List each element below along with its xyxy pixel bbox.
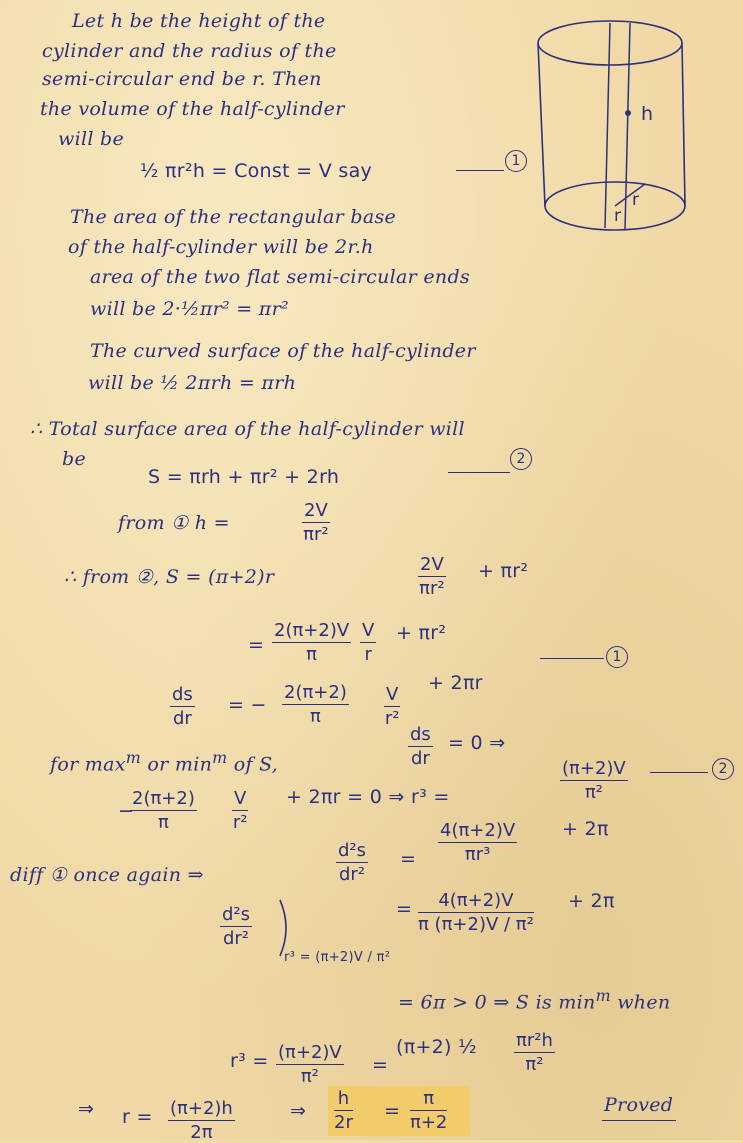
rcube-factor: (π+2) ½ <box>396 1036 477 1058</box>
text-line-3: semi-circular end be r. Then <box>42 68 322 90</box>
maxmin-fraction <box>408 724 433 769</box>
final-equals: = <box>384 1100 401 1122</box>
crit-tag-rule <box>650 772 708 773</box>
minimum-statement: = 6π > 0 ⇒ S is min <box>398 991 596 1014</box>
s2-numerator-1: 2(π+2)V <box>274 620 350 641</box>
from2-denominator: πr² <box>419 578 445 599</box>
text-line-7: of the half-cylinder will be 2r.h <box>68 236 374 258</box>
diff-numerator: d²s <box>338 840 367 861</box>
ds-numerator: ds <box>172 684 193 705</box>
proved-label: Proved <box>604 1094 674 1116</box>
equation-tag-rule <box>456 170 504 171</box>
equation-tag-2: 2 <box>510 448 532 470</box>
crit-frac1-denominator: π <box>158 812 169 833</box>
s2-tag-rule <box>540 658 604 659</box>
minimum-sup: m <box>595 986 611 1005</box>
volume-equation: ½ πr²h = Const = V say <box>140 160 373 182</box>
ds-fraction-2 <box>384 684 400 729</box>
second-derivative-numerator: d²s <box>222 904 251 925</box>
from2-prefix: ∴ from ②, S = (π+2)r <box>64 566 275 588</box>
s2-fraction-1 <box>272 620 351 665</box>
text-line-9: will be 2·½πr² = πr² <box>90 298 289 320</box>
surface-equation: S = πrh + πr² + 2rh <box>148 466 340 488</box>
crit-fraction-3 <box>560 758 628 803</box>
crit-frac3-numerator: (π+2)V <box>562 758 626 779</box>
ds-frac2-denominator: r² <box>384 708 400 729</box>
ds-equals: = − <box>228 694 267 716</box>
diff-fraction <box>336 840 368 885</box>
minimum-when: when <box>610 991 671 1014</box>
crit-fraction-1 <box>130 788 197 833</box>
final-frac1-numerator: (π+2)h <box>170 1098 233 1119</box>
s2-fraction-2 <box>360 620 376 665</box>
diff-prefix: diff ① once again ⇒ <box>10 864 204 886</box>
crit-tag: 2 <box>712 758 734 780</box>
half-cylinder-sketch <box>525 8 725 238</box>
final-implies: ⇒ <box>290 1100 307 1122</box>
diff-result-numerator: 4(π+2)V <box>440 820 516 841</box>
s2-tag: 1 <box>606 646 628 668</box>
diff-equals: = <box>400 848 417 870</box>
final-r-equals: r = <box>122 1106 153 1128</box>
final-frac2-numerator: h <box>334 1088 353 1111</box>
crit-minus: − <box>118 800 135 822</box>
second-derivative-suffix: + 2π <box>568 890 615 912</box>
minimum-conclusion <box>398 986 670 1013</box>
ds-fraction-1 <box>282 682 349 727</box>
second-derivative-value-numerator: 4(π+2)V <box>418 890 534 913</box>
crit-frac1-numerator: 2(π+2) <box>132 788 195 809</box>
ds-dr-fraction <box>170 684 195 729</box>
diff-suffix: + 2π <box>562 818 609 840</box>
final-frac3-denominator: π+2 <box>410 1112 448 1133</box>
ds-suffix: + 2πr <box>428 672 483 694</box>
maxmin-sup-2: m <box>212 748 228 767</box>
final-fraction-1 <box>168 1098 235 1143</box>
final-frac2-denominator: 2r <box>334 1112 353 1133</box>
rcube-frac2-denominator: π² <box>525 1054 544 1075</box>
second-derivative-denominator: dr² <box>222 928 250 949</box>
maxmin-or-min: or min <box>141 753 213 776</box>
surface-tag-rule <box>448 472 510 473</box>
second-derivative-fraction <box>220 904 252 949</box>
text-line-6: The area of the rectangular base <box>70 206 397 228</box>
dr-denominator: dr <box>172 708 192 729</box>
final-fraction-2 <box>334 1088 353 1133</box>
maxmin-text <box>50 748 278 775</box>
rcube-fraction-2 <box>514 1030 555 1075</box>
crit-middle: + 2πr = 0 ⇒ r³ = <box>286 786 450 808</box>
second-derivative-equals: = <box>396 898 413 920</box>
evaluation-bracket <box>276 898 296 958</box>
text-line-12: ∴ Total surface area of the half-cylinder will <box>30 418 465 440</box>
from1-numerator: 2V <box>304 500 328 521</box>
from2-numerator: 2V <box>420 554 444 575</box>
diff-result-fraction <box>438 820 517 865</box>
crit-frac2-denominator: r² <box>232 812 248 833</box>
proved-underline <box>602 1120 676 1121</box>
final-arrow: ⇒ <box>78 1098 95 1120</box>
final-frac3-numerator: π <box>410 1088 447 1111</box>
crit-fraction-2 <box>232 788 248 833</box>
maxmin-condition: = 0 ⇒ <box>448 732 506 754</box>
maxmin-numerator: ds <box>410 724 431 745</box>
rcube-equals: = <box>372 1054 389 1076</box>
ds-frac2-numerator: V <box>386 684 399 705</box>
rcube-prefix: r³ = <box>230 1050 269 1072</box>
text-line-1: Let h be the height of the <box>72 10 326 32</box>
rcube-frac2-numerator: πr²h <box>516 1030 553 1051</box>
maxmin-of-s: of S, <box>227 753 279 776</box>
rcube-frac1-denominator: π² <box>300 1066 319 1087</box>
maxmin-sup-1: m <box>125 748 142 767</box>
rcube-frac1-numerator: (π+2)V <box>278 1042 342 1063</box>
from1-denominator: πr² <box>303 524 329 545</box>
s2-numerator-2: V <box>362 620 375 641</box>
second-derivative-value-fraction <box>418 890 534 935</box>
s2-suffix: + πr² <box>396 622 447 644</box>
fig-height-label: h <box>641 103 654 125</box>
ds-frac1-numerator: 2(π+2) <box>284 682 347 703</box>
diff-result-denominator: πr³ <box>464 844 491 865</box>
fig-radius-label-1: r <box>632 190 640 210</box>
equation-tag-1: 1 <box>505 150 527 172</box>
text-line-5: will be <box>58 128 125 150</box>
text-line-8: area of the two flat semi-circular ends <box>90 266 470 288</box>
maxmin-denominator: dr <box>410 748 430 769</box>
text-line-11: will be ½ 2πrh = πrh <box>88 372 297 394</box>
crit-frac3-denominator: π² <box>584 782 603 803</box>
ds-frac1-denominator: π <box>310 706 321 727</box>
final-fraction-3 <box>410 1088 447 1133</box>
from2-fraction <box>418 554 446 599</box>
rcube-fraction-1 <box>276 1042 344 1087</box>
crit-frac2-numerator: V <box>234 788 247 809</box>
s2-equals: = <box>248 634 265 656</box>
maxmin-for-max: for max <box>50 753 126 776</box>
second-derivative-value-denominator: π (π+2)V / π² <box>418 914 534 935</box>
evaluation-condition: r³ = (π+2)V / π² <box>284 950 391 965</box>
from1-prefix: from ① h = <box>118 512 230 534</box>
from1-fraction <box>302 500 330 545</box>
diff-denominator: dr² <box>338 864 366 885</box>
s2-denominator-1: π <box>306 644 318 665</box>
s2-denominator-2: r <box>364 644 372 665</box>
fig-radius-label-2: r <box>614 206 622 226</box>
final-frac1-denominator: 2π <box>190 1122 213 1143</box>
text-line-13: be <box>62 448 87 470</box>
text-line-10: The curved surface of the half-cylinder <box>90 340 476 362</box>
text-line-4: the volume of the half-cylinder <box>40 98 345 120</box>
text-line-2: cylinder and the radius of the <box>42 40 337 62</box>
from2-suffix: + πr² <box>478 560 529 582</box>
